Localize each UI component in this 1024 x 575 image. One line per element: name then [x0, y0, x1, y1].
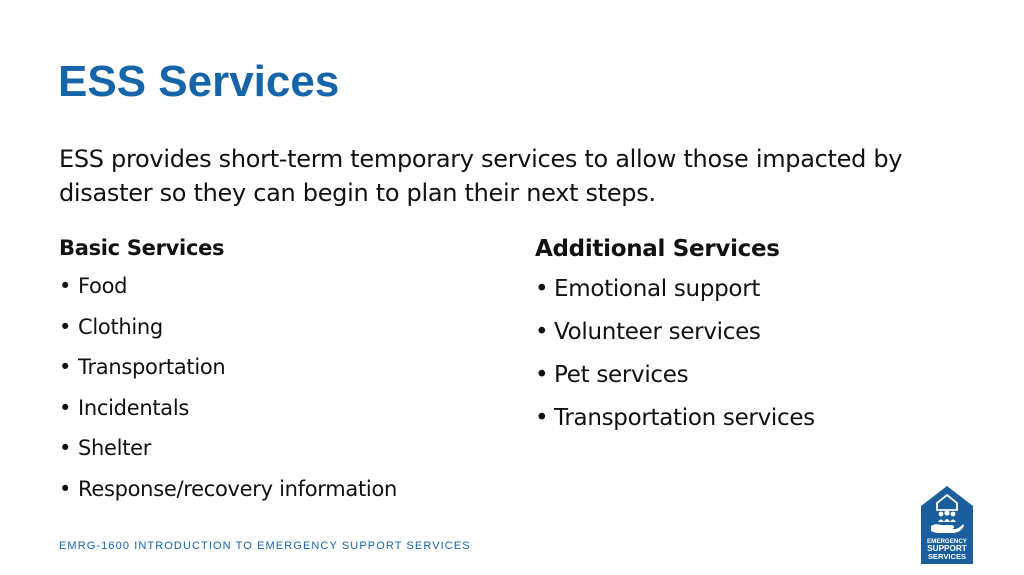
list-item-label: Transportation [78, 355, 226, 379]
list-item [59, 307, 499, 348]
bullet-icon: • [59, 395, 72, 420]
list-item [535, 397, 975, 440]
list-item [59, 347, 499, 388]
list-item-label: Shelter [78, 436, 152, 460]
list-item [535, 268, 975, 311]
list-item-label: Incidentals [78, 395, 190, 420]
basic-services-heading: Basic Services [59, 236, 225, 260]
list-item-label: Response/recovery information [78, 476, 398, 501]
additional-services-list [535, 268, 975, 440]
bullet-icon: • [535, 319, 549, 345]
footer-course-title: EMRG-1600 INTRODUCTION TO EMERGENCY SUPPORT SERVICES [59, 540, 471, 552]
slide-title: ESS Services [58, 57, 340, 106]
bullet-icon: • [59, 314, 72, 339]
additional-services-column [535, 230, 975, 440]
list-item-label: Pet services [554, 362, 689, 388]
logo-line-3: SERVICES [927, 552, 967, 561]
ess-logo [921, 486, 973, 564]
list-item [59, 469, 499, 510]
bullet-icon: • [59, 436, 72, 460]
bullet-icon: • [535, 405, 549, 431]
bullet-icon: • [59, 476, 72, 501]
list-item [59, 428, 499, 469]
additional-services-heading: Additional Services [535, 236, 780, 262]
logo-line-2: SUPPORT [927, 544, 967, 553]
intro-paragraph: ESS provides short-term temporary services to allow those impacted by disaster so they can begin to plan their next steps. [59, 145, 903, 207]
list-item-label: Emotional support [554, 276, 761, 302]
basic-services-list [59, 266, 499, 509]
basic-services-column [59, 230, 499, 509]
bullet-icon: • [535, 276, 549, 302]
house-hand-people-icon [921, 486, 973, 564]
bullet-icon: • [535, 362, 549, 388]
list-item-label: Transportation services [554, 405, 815, 431]
list-item [59, 266, 499, 307]
list-item [535, 311, 975, 354]
list-item [535, 354, 975, 397]
list-item-label: Food [78, 274, 128, 298]
list-item-label: Volunteer services [554, 319, 761, 345]
list-item-label: Clothing [78, 314, 163, 339]
bullet-icon: • [59, 274, 72, 298]
list-item [59, 388, 499, 429]
bullet-icon: • [59, 355, 72, 379]
logo-line-1: EMERGENCY [927, 538, 967, 545]
